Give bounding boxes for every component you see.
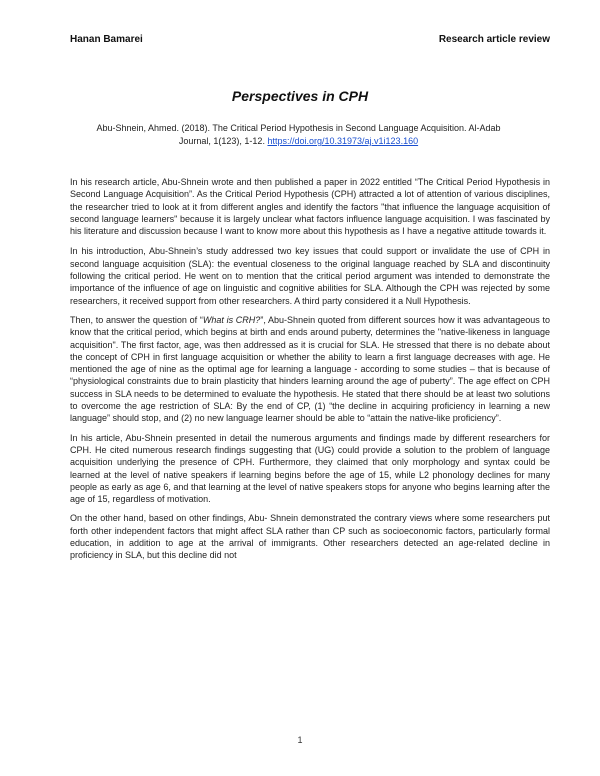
- document-type: Research article review: [438, 34, 550, 45]
- page-number: 1: [297, 735, 303, 745]
- citation-text: Abu-Shnein, Ahmed. (2018). The Critical Period Hypothesis in Second Language Acquisition. Al-Adab Journal, 1(123), 1-12.: [96, 123, 501, 146]
- article-body: [70, 176, 550, 569]
- paragraph-2: In his introduction, Abu-Shnein’s study addressed two key issues that could support or invalidate the use of CPH in second language acquisition (SLA): the eventual closeness to the original language reached by SLA and discontinuity following the critical period. He went on to mention that the critical period argument was intended to demonstrate the importance of the influence of age on linguistic and cognitive abilities for SLA. Although the CPH was rejected by some researchers, it received support from other researchers. A third party considered it a Null Hypothesis.: [70, 246, 551, 306]
- page-title: Perspectives in CPH: [231, 88, 369, 104]
- paragraph-1: In his research article, Abu-Shnein wrote and then published a paper in 2022 entitled “The Critical Period Hypothesis in Second Language Acquisition”. As the Critical Period Hypothesis (CPH) attracted a lot of attention of various disciplines, the researcher tried to look at it from different angles and identify the factors "that influence the language acquisition of second language learners" because it is largely unclear what factors influence language acquisition. I was fascinated by his literature and discussion because I want to know more about this hypothesis as I have a negative attitude towards it.: [70, 177, 550, 237]
- doi-link[interactable]: https://doi.org/10.31973/aj.v1i123.160: [267, 136, 419, 146]
- author-mention: Abu-Shnein: [268, 314, 316, 325]
- paragraph-5: On the other hand, based on other findings, Abu- Shnein demonstrated the contrary views where some researchers put forth other independent factors that might affect SLA rather than CP such as socioeconomic factors, particularly formal education, in addition to age at the arrival of immigrants. Other researchers detected an age-related decline in proficiency in SLA, but this decline did not: [70, 513, 550, 561]
- paragraph-4: In his article, Abu-Shnein presented in detail the numerous arguments and findings made by different researchers for CPH. He cited numerous research findings suggesting that (UG) could provide a solution to the problem of language acquisition underlying the presence of CPH. Furthermore, they claimed that only morphology and syntax could be learned at the level of native speakers if learning begins before the age of 15, while L2 phonology declines for many people as early as age 6, and that learning at the level of native speakers stops for anyone who begins learning after the age of 15, regardless of motivation.: [70, 432, 550, 505]
- page-header: [70, 34, 550, 45]
- quoted-question: What is CRH?: [202, 314, 261, 325]
- author-mention: Abu-Shnein: [161, 177, 209, 187]
- author-mention: Abu-Shnein: [149, 246, 197, 257]
- citation: [92, 122, 505, 148]
- author-name: Hanan Bamarei: [70, 34, 143, 45]
- paragraph-3: Then, to answer the question of “What is CRH?”, Abu-Shnein quoted from different sources how it was advantageous to know that the critical period, which begins at birth and ends around puberty, determines the "native-likeness in language acquisition". The first factor, age, was then addressed as it is crucial for SLA. He stressed that there is no debate about the concept of CPH in first language acquisition or whether the ability to learn a first language decreases with age. He mentioned the age of nine as the optimal age for learning a language - according to some studies – that is because of “physiological constraints due to brain plasticity that hinders learning around the age of puberty”. The age effect on CPH success in SLA needs to be determined to evaluate the hypothesis. He stated that there should be at least two solutions to overcome the age restriction of SLA: By the end of CP, (1) “the decline in acquiring proficiency in learning a new language” should stop, and (2) no new language learner should be able to “attain the native-like proficiency”.: [70, 314, 550, 424]
